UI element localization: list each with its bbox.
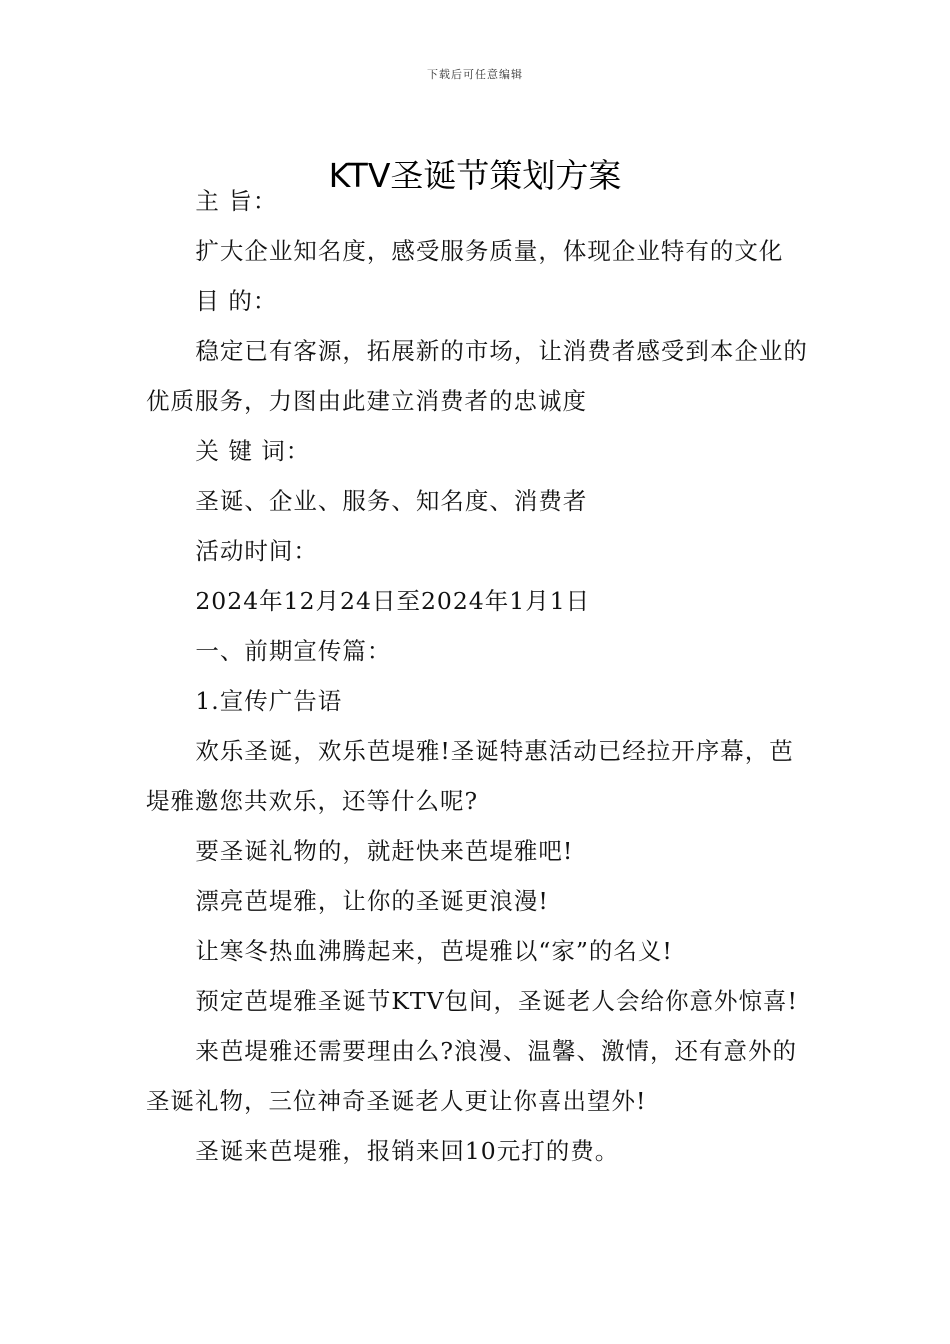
document-title: KTV圣诞节策划方案 bbox=[328, 156, 622, 196]
section-label-time: 活动时间： bbox=[195, 537, 318, 565]
slogan-paragraph: 预定芭堤雅圣诞节KTV包间，圣诞老人会给你意外惊喜! bbox=[195, 987, 798, 1015]
slogan-paragraph: 圣诞来芭堤雅，报销来回10元打的费。 bbox=[195, 1137, 620, 1165]
subsection-heading-slogans: 1.宣传广告语 bbox=[195, 687, 343, 715]
paragraph-purpose: 扩大企业知名度，感受服务质量，体现企业特有的文化 bbox=[195, 237, 784, 265]
slogan-paragraph: 要圣诞礼物的，就赶快来芭堤雅吧! bbox=[195, 837, 574, 865]
paragraph-goal: 稳定已有客源，拓展新的市场，让消费者感受到本企业的优质服务，力图由此建立消费者的忠诚度 bbox=[146, 337, 808, 415]
header-note: 下载后可任意编辑 bbox=[427, 68, 523, 81]
slogan-paragraph: 漂亮芭堤雅，让你的圣诞更浪漫! bbox=[195, 887, 549, 915]
paragraph-keywords: 圣诞、企业、服务、知名度、消费者 bbox=[195, 487, 588, 515]
slogan-paragraph: 来芭堤雅还需要理由么?浪漫、温馨、激情，还有意外的圣诞礼物，三位神奇圣诞老人更让你喜出望外! bbox=[146, 1037, 797, 1115]
slogan-paragraph: 让寒冬热血沸腾起来，芭堤雅以“家”的名义! bbox=[195, 937, 673, 965]
section-label-keywords: 关 键 词： bbox=[195, 437, 311, 465]
slogan-paragraph: 欢乐圣诞，欢乐芭堤雅!圣诞特惠活动已经拉开序幕，芭堤雅邀您共欢乐，还等什么呢? bbox=[146, 737, 794, 815]
section-label-goal: 目 的： bbox=[195, 287, 278, 315]
document-body bbox=[146, 176, 810, 1176]
paragraph-time: 2024年12月24日至2024年1月1日 bbox=[195, 587, 591, 615]
section-heading-promotion: 一、前期宣传篇： bbox=[195, 637, 392, 665]
section-label-purpose: 主 旨： bbox=[195, 187, 278, 215]
